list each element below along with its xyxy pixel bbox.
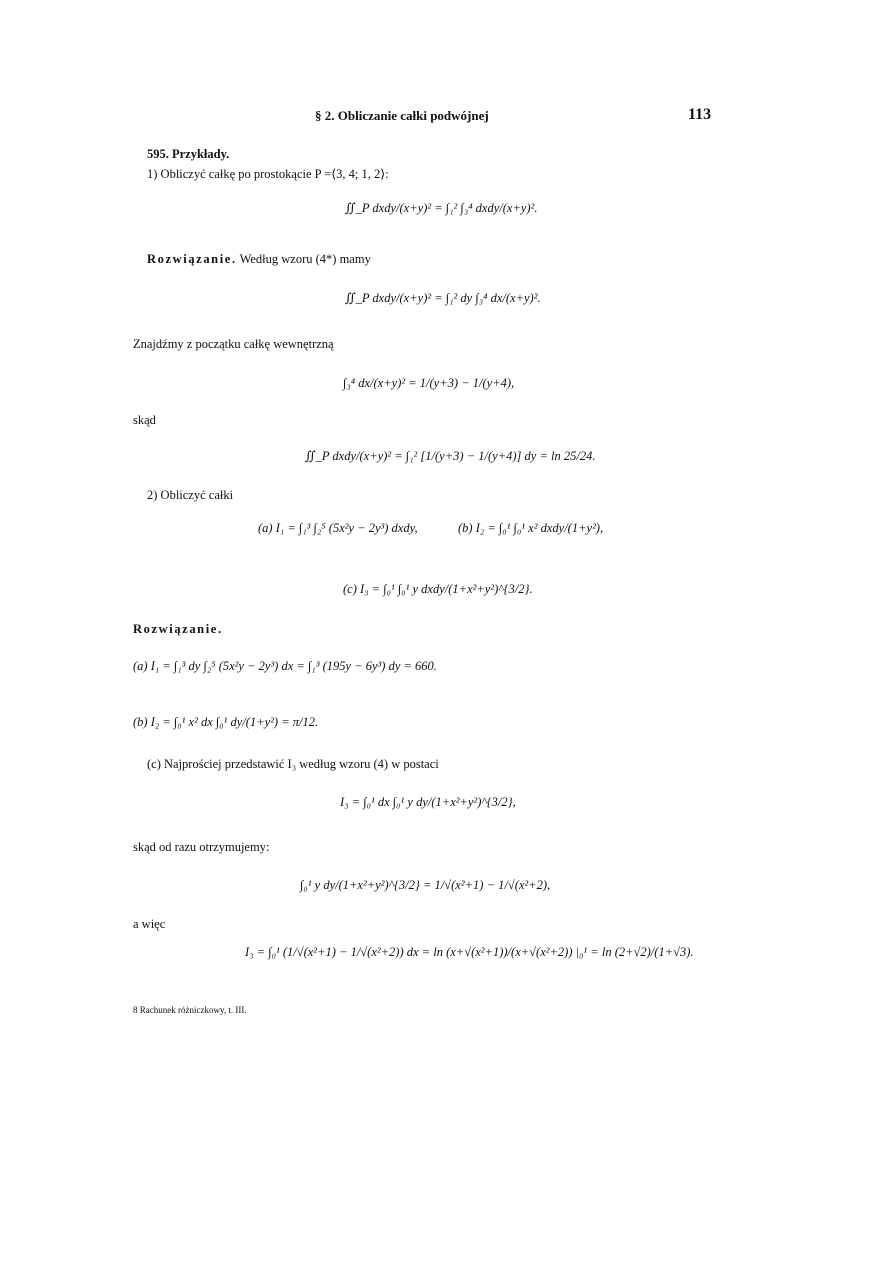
equation-4: [305, 448, 595, 464]
solution-1-label: Rozwiązanie.: [147, 252, 237, 266]
page-number: 113: [688, 106, 712, 123]
equation-c: [343, 582, 533, 597]
solution-c-equation-3-text: I₃ = ∫₀¹ (1/√(x²+1) − 1/√(x²+2)) dx = ln (x+√(x²+1))/(x+√(x²+2)) |₀¹ = ln (2+√2)/(1+√3).: [245, 945, 694, 959]
solution-c-equation-2-text: ∫₀¹ y dy/(1+x²+y²)^{3/2} = 1/√(x²+1) − 1/√(x²+2),: [300, 878, 551, 892]
section-title: 595. Przykłady.: [147, 147, 230, 161]
equation-b: [458, 521, 603, 536]
solution-1-line: [147, 252, 371, 267]
equation-4-text: ∬_P dxdy/(x+y)² = ∫₁² [1/(y+3) − 1/(y+4)] dy = ln 25/24.: [305, 449, 596, 463]
equation-3: [343, 376, 514, 391]
equation-2: [345, 290, 541, 306]
solution-c-text: (c) Najprościej przedstawić I₃ według wzoru (4) w postaci: [147, 757, 439, 771]
therefore-text: a więc: [133, 917, 166, 931]
solution-c-equation-3: [245, 945, 694, 960]
solution-1-text: Według wzoru (4*) mamy: [239, 252, 371, 266]
equation-1-text: ∬_P dxdy/(x+y)² = ∫₁² ∫₃⁴ dxdy/(x+y)².: [345, 201, 538, 215]
solution-2-label: Rozwiązanie.: [133, 622, 223, 636]
equation-3-text: ∫₃⁴ dx/(x+y)² = 1/(y+3) − 1/(y+4),: [343, 376, 515, 390]
inner-integral-text: Znajdźmy z początku całkę wewnętrzną: [133, 337, 334, 351]
solution-a: [133, 659, 437, 674]
solution-c-equation-2: [300, 878, 550, 893]
solution-c-equation-text: I₃ = ∫₀¹ dx ∫₀¹ y dy/(1+x²+y²)^{3/2},: [340, 795, 516, 809]
immediately-text: skąd od razu otrzymujemy:: [133, 840, 270, 854]
solution-b: [133, 715, 318, 730]
running-header: § 2. Obliczanie całki podwójnej: [315, 108, 489, 123]
equation-a-text: (a) I₁ = ∫₁³ ∫₂⁵ (5x²y − 2y³) dxdy,: [258, 521, 418, 535]
equation-c-text: (c) I₃ = ∫₀¹ ∫₀¹ y dxdy/(1+x²+y²)^{3/2}.: [343, 582, 533, 596]
example-2-statement: 2) Obliczyć całki: [147, 488, 234, 502]
solution-b-text: (b) I₂ = ∫₀¹ x² dx ∫₀¹ dy/(1+y²) = π/12.: [133, 715, 319, 729]
hence-word: skąd: [133, 413, 156, 427]
equation-1: [345, 200, 537, 216]
solution-c-equation: [340, 795, 516, 810]
solution-a-text: (a) I₁ = ∫₁³ dy ∫₂⁵ (5x²y − 2y³) dx = ∫₁³ (195y − 6y³) dy = 660.: [133, 659, 437, 673]
equation-b-text: (b) I₂ = ∫₀¹ ∫₀¹ x² dxdy/(1+y²),: [458, 521, 604, 535]
example-1-statement: 1) Obliczyć całkę po prostokącie P =⟨3, 4; 1, 2⟩:: [147, 167, 389, 181]
footer-note: 8 Rachunek różniczkowy, t. III.: [133, 1005, 247, 1015]
equation-2-text: ∬_P dxdy/(x+y)² = ∫₁² dy ∫₃⁴ dx/(x+y)².: [345, 291, 541, 305]
equation-a: [258, 521, 418, 536]
